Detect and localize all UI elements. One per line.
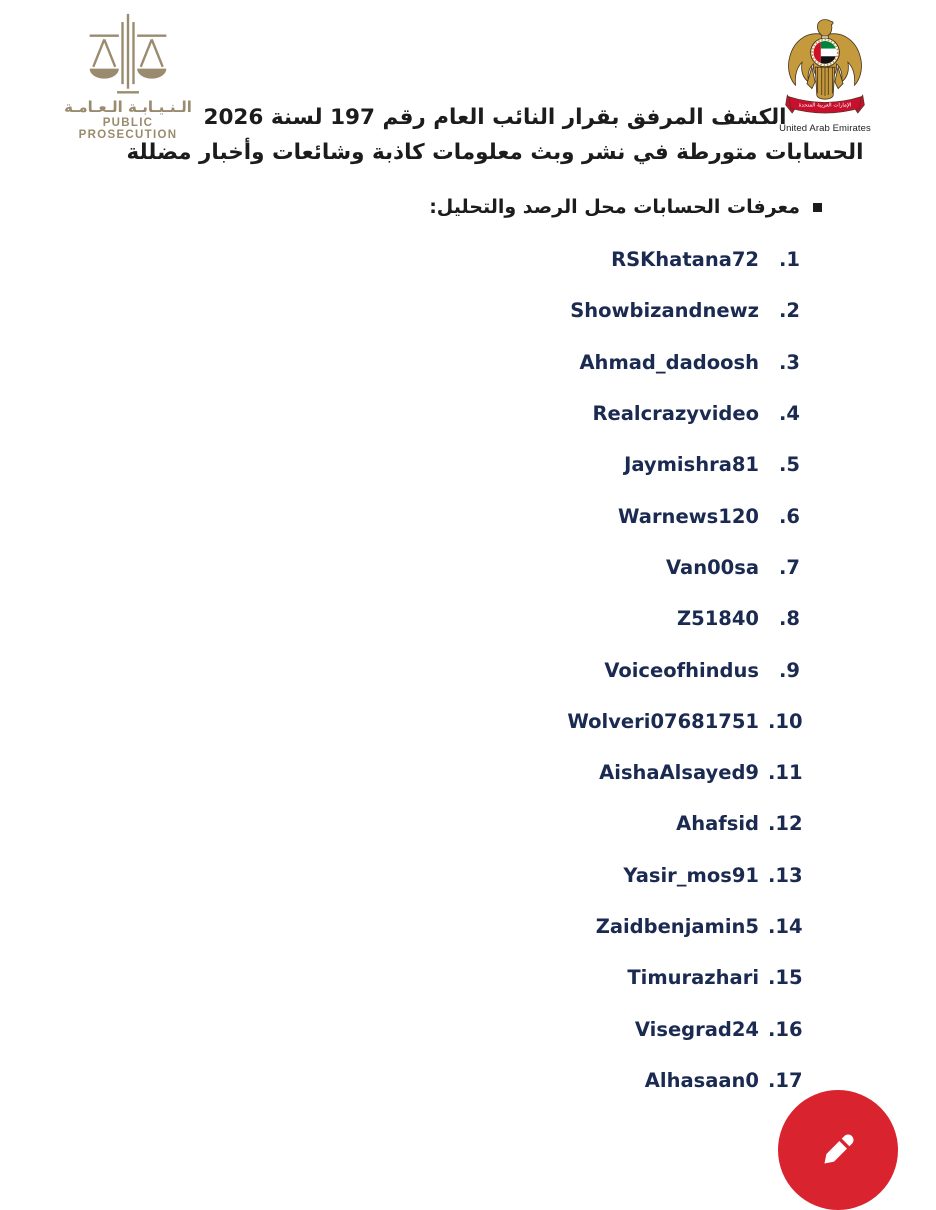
account-list-item <box>0 490 800 541</box>
section-heading-label: معرفات الحسابات محل الرصد والتحليل: <box>429 196 800 218</box>
account-number: .11 <box>768 761 803 785</box>
account-number: .7 <box>779 555 800 579</box>
account-number: .14 <box>768 915 803 938</box>
account-number: .8 <box>779 607 800 631</box>
title-line-2: الحسابات متورطة في نشر وبث معلومات كاذبة وشائعات وأخبار مضللة <box>126 140 864 165</box>
account-list-item <box>0 696 803 747</box>
account-list-item <box>0 388 800 439</box>
scales-of-justice-icon <box>80 12 176 96</box>
account-handle: Realcrazyvideo <box>592 402 759 426</box>
account-list-item <box>0 1003 803 1054</box>
account-list-item <box>0 542 800 593</box>
account-number: .2 <box>779 299 800 323</box>
account-list-item <box>0 901 803 952</box>
account-list-item <box>0 285 800 336</box>
account-handle: Showbizandnewz <box>570 299 759 323</box>
account-number: .17 <box>768 1068 803 1092</box>
prosecution-arabic-name: الـنـيـابـة الـعـامـة <box>64 98 192 116</box>
account-handle: Voiceofhindus <box>604 658 759 682</box>
account-list-item <box>0 593 800 644</box>
account-handle: Ahmad_dadoosh <box>579 350 759 374</box>
account-handle: Alhasaan0 <box>644 1068 759 1092</box>
account-list-item <box>0 747 803 798</box>
account-number: .9 <box>779 658 800 682</box>
pencil-icon <box>811 1123 865 1177</box>
account-number: .6 <box>779 504 800 528</box>
account-handle: Van00sa <box>666 555 759 579</box>
account-list-item <box>0 644 800 695</box>
title-line-1: الكشف المرفق بقرار النائب العام رقم 197 لسنة 2026 <box>203 105 787 130</box>
account-list-item <box>0 850 803 901</box>
account-list-item <box>0 337 800 388</box>
account-list-item <box>0 798 803 849</box>
account-handle: Ahafsid <box>676 812 759 836</box>
account-list-item <box>0 952 803 1003</box>
account-number: .12 <box>768 812 803 836</box>
section-heading <box>429 196 822 218</box>
account-handle: Yasir_mos91 <box>623 863 759 887</box>
account-handle: Warnews120 <box>617 504 759 528</box>
account-list-item <box>0 439 800 490</box>
account-handle: RSKhatana72 <box>611 248 759 272</box>
prosecution-english-name: PUBLIC PROSECUTION <box>78 117 178 141</box>
account-list-item <box>0 234 800 285</box>
square-bullet-icon <box>813 203 822 212</box>
account-number: .13 <box>768 863 803 887</box>
account-handle: AishaAlsayed9 <box>599 761 759 785</box>
account-number: .16 <box>768 1017 803 1041</box>
account-number: .15 <box>768 966 803 990</box>
account-handle: Z51840 <box>677 607 759 631</box>
account-handle: Timurazhari <box>627 966 759 990</box>
account-handle: Visegrad24 <box>634 1017 759 1041</box>
account-handle: Jaymishra81 <box>624 453 759 477</box>
uae-emblem-caption: United Arab Emirates <box>779 123 871 134</box>
account-number: .3 <box>779 350 800 374</box>
account-number: .10 <box>768 709 803 733</box>
accounts-list <box>0 234 803 1106</box>
account-number: .4 <box>779 402 800 426</box>
account-handle: Zaidbenjamin5 <box>595 915 759 938</box>
document-title <box>60 100 930 170</box>
emblem-banner-text: الإمارات العربية المتحدة <box>798 102 852 109</box>
account-number: .5 <box>779 453 800 477</box>
account-list-item <box>0 1055 803 1106</box>
account-handle: Wolveri07681751 <box>567 709 759 733</box>
compose-button[interactable] <box>778 1090 898 1210</box>
account-number: .1 <box>779 248 800 272</box>
